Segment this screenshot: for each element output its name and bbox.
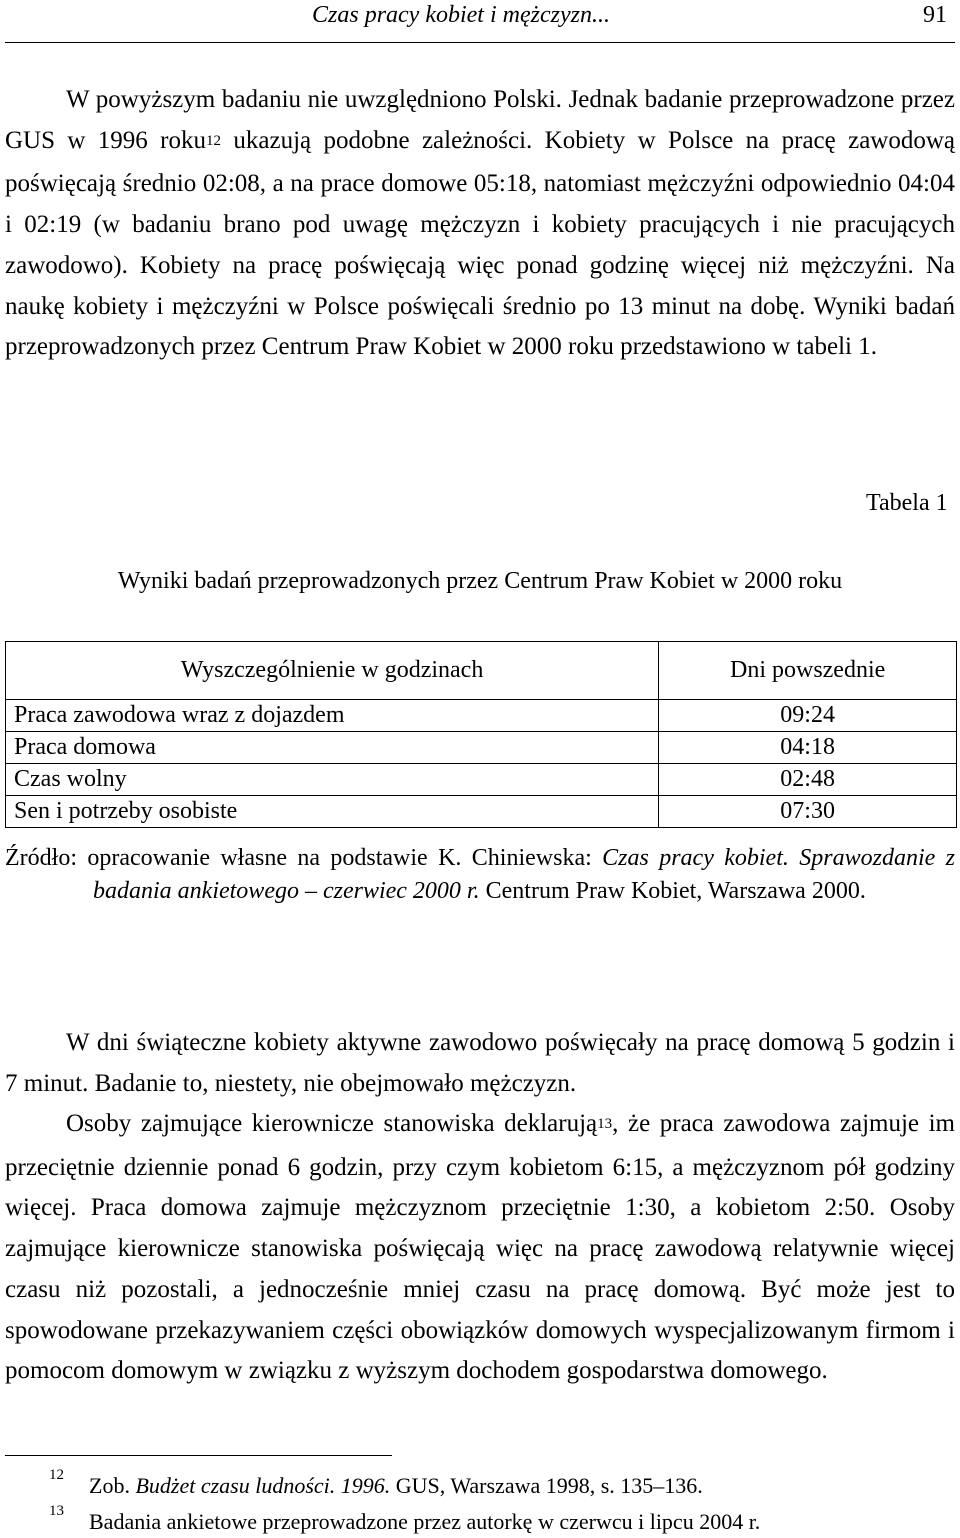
table-cell-value: 07:30 — [659, 796, 957, 828]
paragraph-managers-text-1: Osoby zajmujące kierownicze stanowiska deklarują — [66, 1110, 598, 1137]
source-suffix: Centrum Praw Kobiet, Warszawa 2000. — [479, 878, 866, 904]
table-cell-label: Praca zawodowa wraz z dojazdem — [6, 700, 659, 732]
paragraph-intro-text-1: W powyższym badaniu nie uwzględniono Polski. Jednak badanie przeprowadzone przez GUS w 1996 roku — [5, 86, 955, 154]
table-cell-value: 04:18 — [659, 732, 957, 764]
footnote-suffix: GUS, Warszawa 1998, s. 135–136. — [390, 1473, 703, 1498]
table-cell-label: Praca domowa — [6, 732, 659, 764]
running-header-title: Czas pracy kobiet i mężczyzn... — [312, 2, 610, 28]
table-title: Wyniki badań przeprowadzonych przez Centrum Praw Kobiet w 2000 roku — [117, 568, 843, 594]
footnote-divider — [5, 1455, 392, 1456]
table-header-row — [6, 642, 957, 700]
table-row — [6, 700, 957, 732]
footnote-italic-title: Budżet czasu ludności. 1996. — [135, 1473, 391, 1498]
paragraph-intro — [5, 80, 955, 368]
source-prefix: Źródło: opracowanie własne na podstawie K. Chiniewska: — [5, 845, 603, 871]
table-header-weekdays: Dni powszednie — [659, 642, 957, 700]
table-label: Tabela 1 — [866, 490, 948, 516]
table-header-category: Wyszczególnienie w godzinach — [6, 642, 659, 700]
paragraph-holidays: W dni świąteczne kobiety aktywne zawodowo poświęcały na pracę domową 5 godzin i 7 minut. Badanie to, niestety, nie obejmowało mężczyzn. — [5, 1029, 955, 1097]
header-divider — [5, 42, 955, 43]
footnote-text — [89, 1473, 703, 1499]
footnote-number: 13 — [49, 1503, 64, 1519]
table-cell-value: 09:24 — [659, 700, 957, 732]
table-source-note — [5, 842, 955, 908]
page-number: 91 — [923, 2, 947, 28]
table-row — [6, 764, 957, 796]
paragraph-intro-text-2: ukazują podobne zależności. Kobiety w Polsce na pracę zawodową poświęcają średnio 02:08, a na prace domowe 05:18, natomiast mężczyźni odpowiednio 04:04 i 02:19 (w badaniu brano pod uwagę mężczyzn i kobiety pracujących i nie pracujących zawodowo). Kobiety na pracę poświęcają więc ponad godzinę więcej niż mężczyźni. Na naukę kobiety i mężczyźni w Polsce poświęcali średnio po 13 minut na dobę. Wyniki badań przeprowadzonych przez Centrum Praw Kobiet w 2000 roku przedstawiono w tabeli 1. — [5, 126, 955, 361]
table-row — [6, 732, 957, 764]
table-cell-value: 02:48 — [659, 764, 957, 796]
paragraph-managers — [5, 1104, 955, 1392]
table-cell-label: Czas wolny — [6, 764, 659, 796]
table-cell-label: Sen i potrzeby osobiste — [6, 796, 659, 828]
footnote-ref-13: 13 — [597, 1116, 613, 1132]
results-table — [5, 641, 957, 828]
footnote-prefix: Zob. — [89, 1473, 136, 1498]
footnote-ref-12: 12 — [206, 132, 222, 149]
source-title: Czas pracy kobiet. Sprawozdanie z badania ankietowego – czerwiec 2000 r. — [93, 845, 955, 904]
footnote-number: 12 — [49, 1467, 64, 1483]
paragraph-managers-text-2: , że praca zawodowa zajmuje im przeciętnie dziennie ponad 6 godzin, przy czym kobietom 6:15, a mężczyznom pół godziny więcej. Praca domowa zajmuje mężczyznom przeciętnie 1:30, a kobietom 2:50. Osoby zajmujące kierownicze stanowiska poświęcają więc na pracę zawodową relatywnie więcej czasu niż pozostali, a jednocześnie mniej czasu na pracę domową. Być może jest to spowodowane przekazywaniem części obowiązków domowych wyspecjalizowanym firmom i pomocom domowym w związku z wyższym dochodem gospodarstwa domowego. — [5, 1110, 955, 1385]
footnote-text: Badania ankietowe przeprowadzone przez autorkę w czerwcu i lipcu 2004 r. — [89, 1509, 761, 1534]
table-row — [6, 796, 957, 828]
